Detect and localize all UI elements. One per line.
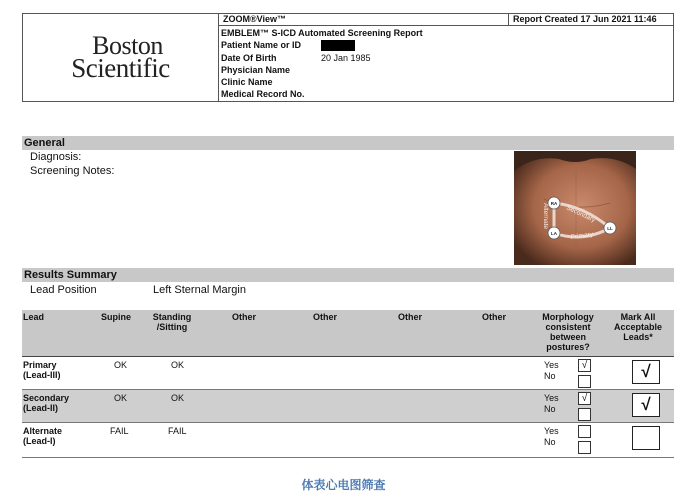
yes-label: Yes [544, 426, 559, 436]
morphology-no-checkbox[interactable] [578, 375, 591, 388]
table-row-primary [22, 357, 674, 390]
lead-name [23, 393, 69, 413]
morphology-yes-checkbox[interactable]: √ [578, 359, 591, 372]
col-supine: Supine [100, 312, 131, 322]
boston-scientific-logo [71, 30, 170, 84]
lead-name-line-2: (Lead-I) [23, 436, 56, 446]
screening-notes-label: Screening Notes: [30, 165, 115, 177]
lead-position-label: Lead Position [30, 284, 97, 296]
torso-illustration [514, 151, 636, 265]
lead-name-line-1: Alternate [23, 426, 63, 436]
no-label: No [544, 437, 556, 447]
morphology-no-checkbox[interactable] [578, 441, 591, 454]
yes-label: Yes [544, 360, 559, 370]
report-created: Report Created 17 Jun 2021 11:46 [508, 14, 673, 25]
results-summary-title: Results Summary [22, 268, 674, 282]
logo-line-2: Scientific [71, 53, 170, 84]
dob-line [221, 52, 673, 64]
clinic-line [221, 76, 673, 88]
lead-name-line-2: (Lead-II) [23, 403, 58, 413]
standing-result: OK [171, 360, 185, 370]
patient-fields [219, 26, 673, 101]
col-standing: Standing /Sitting [152, 312, 192, 332]
patient-line [221, 39, 673, 51]
report-header [22, 13, 674, 102]
info-top-row [219, 14, 673, 26]
ll-label: LL [607, 226, 613, 231]
supine-result: FAIL [110, 426, 129, 436]
lead-name-line-1: Secondary [23, 393, 70, 403]
standing-result: OK [171, 393, 185, 403]
lead-name-line-1: Primary [23, 360, 57, 370]
patient-info-cell [219, 14, 673, 101]
primary-lead-label: Primary [570, 230, 594, 241]
no-label: No [544, 371, 556, 381]
ra-label: RA [550, 201, 558, 206]
physician-label: Physician Name [221, 64, 291, 75]
physician-line [221, 64, 673, 76]
mark-acceptable-checkbox[interactable]: √ [632, 393, 660, 417]
morphology-yes-checkbox[interactable] [578, 425, 591, 438]
lead-name-line-2: (Lead-III) [23, 370, 61, 380]
torso-electrode-diagram [514, 151, 636, 265]
yes-label: Yes [544, 393, 559, 403]
standing-result: FAIL [168, 426, 187, 436]
redacted-patient-id [321, 40, 355, 51]
footer-caption: 体表心电图筛查 [301, 478, 386, 492]
diagnosis-label: Diagnosis: [30, 151, 82, 163]
mrn-line [221, 88, 673, 100]
mrn-label: Medical Record No. [221, 89, 305, 100]
col-morphology: Morphology consistent between postures? [542, 312, 594, 352]
lead-position-value: Left Sternal Margin [153, 284, 246, 296]
table-row-secondary [22, 390, 674, 423]
lead-name [23, 360, 61, 380]
dob-label: Date Of Birth [221, 52, 277, 63]
product-name: ZOOM®View™ [223, 14, 286, 24]
no-label: No [544, 404, 556, 414]
mark-acceptable-checkbox[interactable] [632, 426, 660, 450]
dob-value: 20 Jan 1985 [321, 52, 371, 63]
clinic-label: Clinic Name [221, 77, 273, 88]
general-section-title: General [22, 136, 674, 150]
col-other-4: Other [481, 312, 506, 322]
col-other-1: Other [231, 312, 256, 322]
col-other-2: Other [312, 312, 337, 322]
alternate-lead-label: Alternate [542, 203, 549, 230]
table-row-alternate [22, 423, 674, 458]
la-label: LA [551, 231, 557, 236]
col-other-3: Other [397, 312, 422, 322]
supine-result: OK [114, 360, 128, 370]
supine-result: OK [114, 393, 128, 403]
col-mark-all: Mark All Acceptable Leads* [613, 312, 663, 342]
report-title: EMBLEM™ S-ICD Automated Screening Report [221, 28, 423, 38]
logo-line-1: Boston [92, 30, 163, 60]
results-table-header [22, 310, 674, 357]
logo-cell [23, 14, 219, 101]
secondary-lead-label: Secondary [565, 204, 597, 224]
morphology-yes-checkbox[interactable]: √ [578, 392, 591, 405]
col-lead: Lead [23, 312, 45, 322]
lead-name [23, 426, 62, 446]
mark-acceptable-checkbox[interactable]: √ [632, 360, 660, 384]
morphology-no-checkbox[interactable] [578, 408, 591, 421]
report-title-line [221, 27, 673, 39]
patient-label: Patient Name or ID [221, 40, 302, 51]
